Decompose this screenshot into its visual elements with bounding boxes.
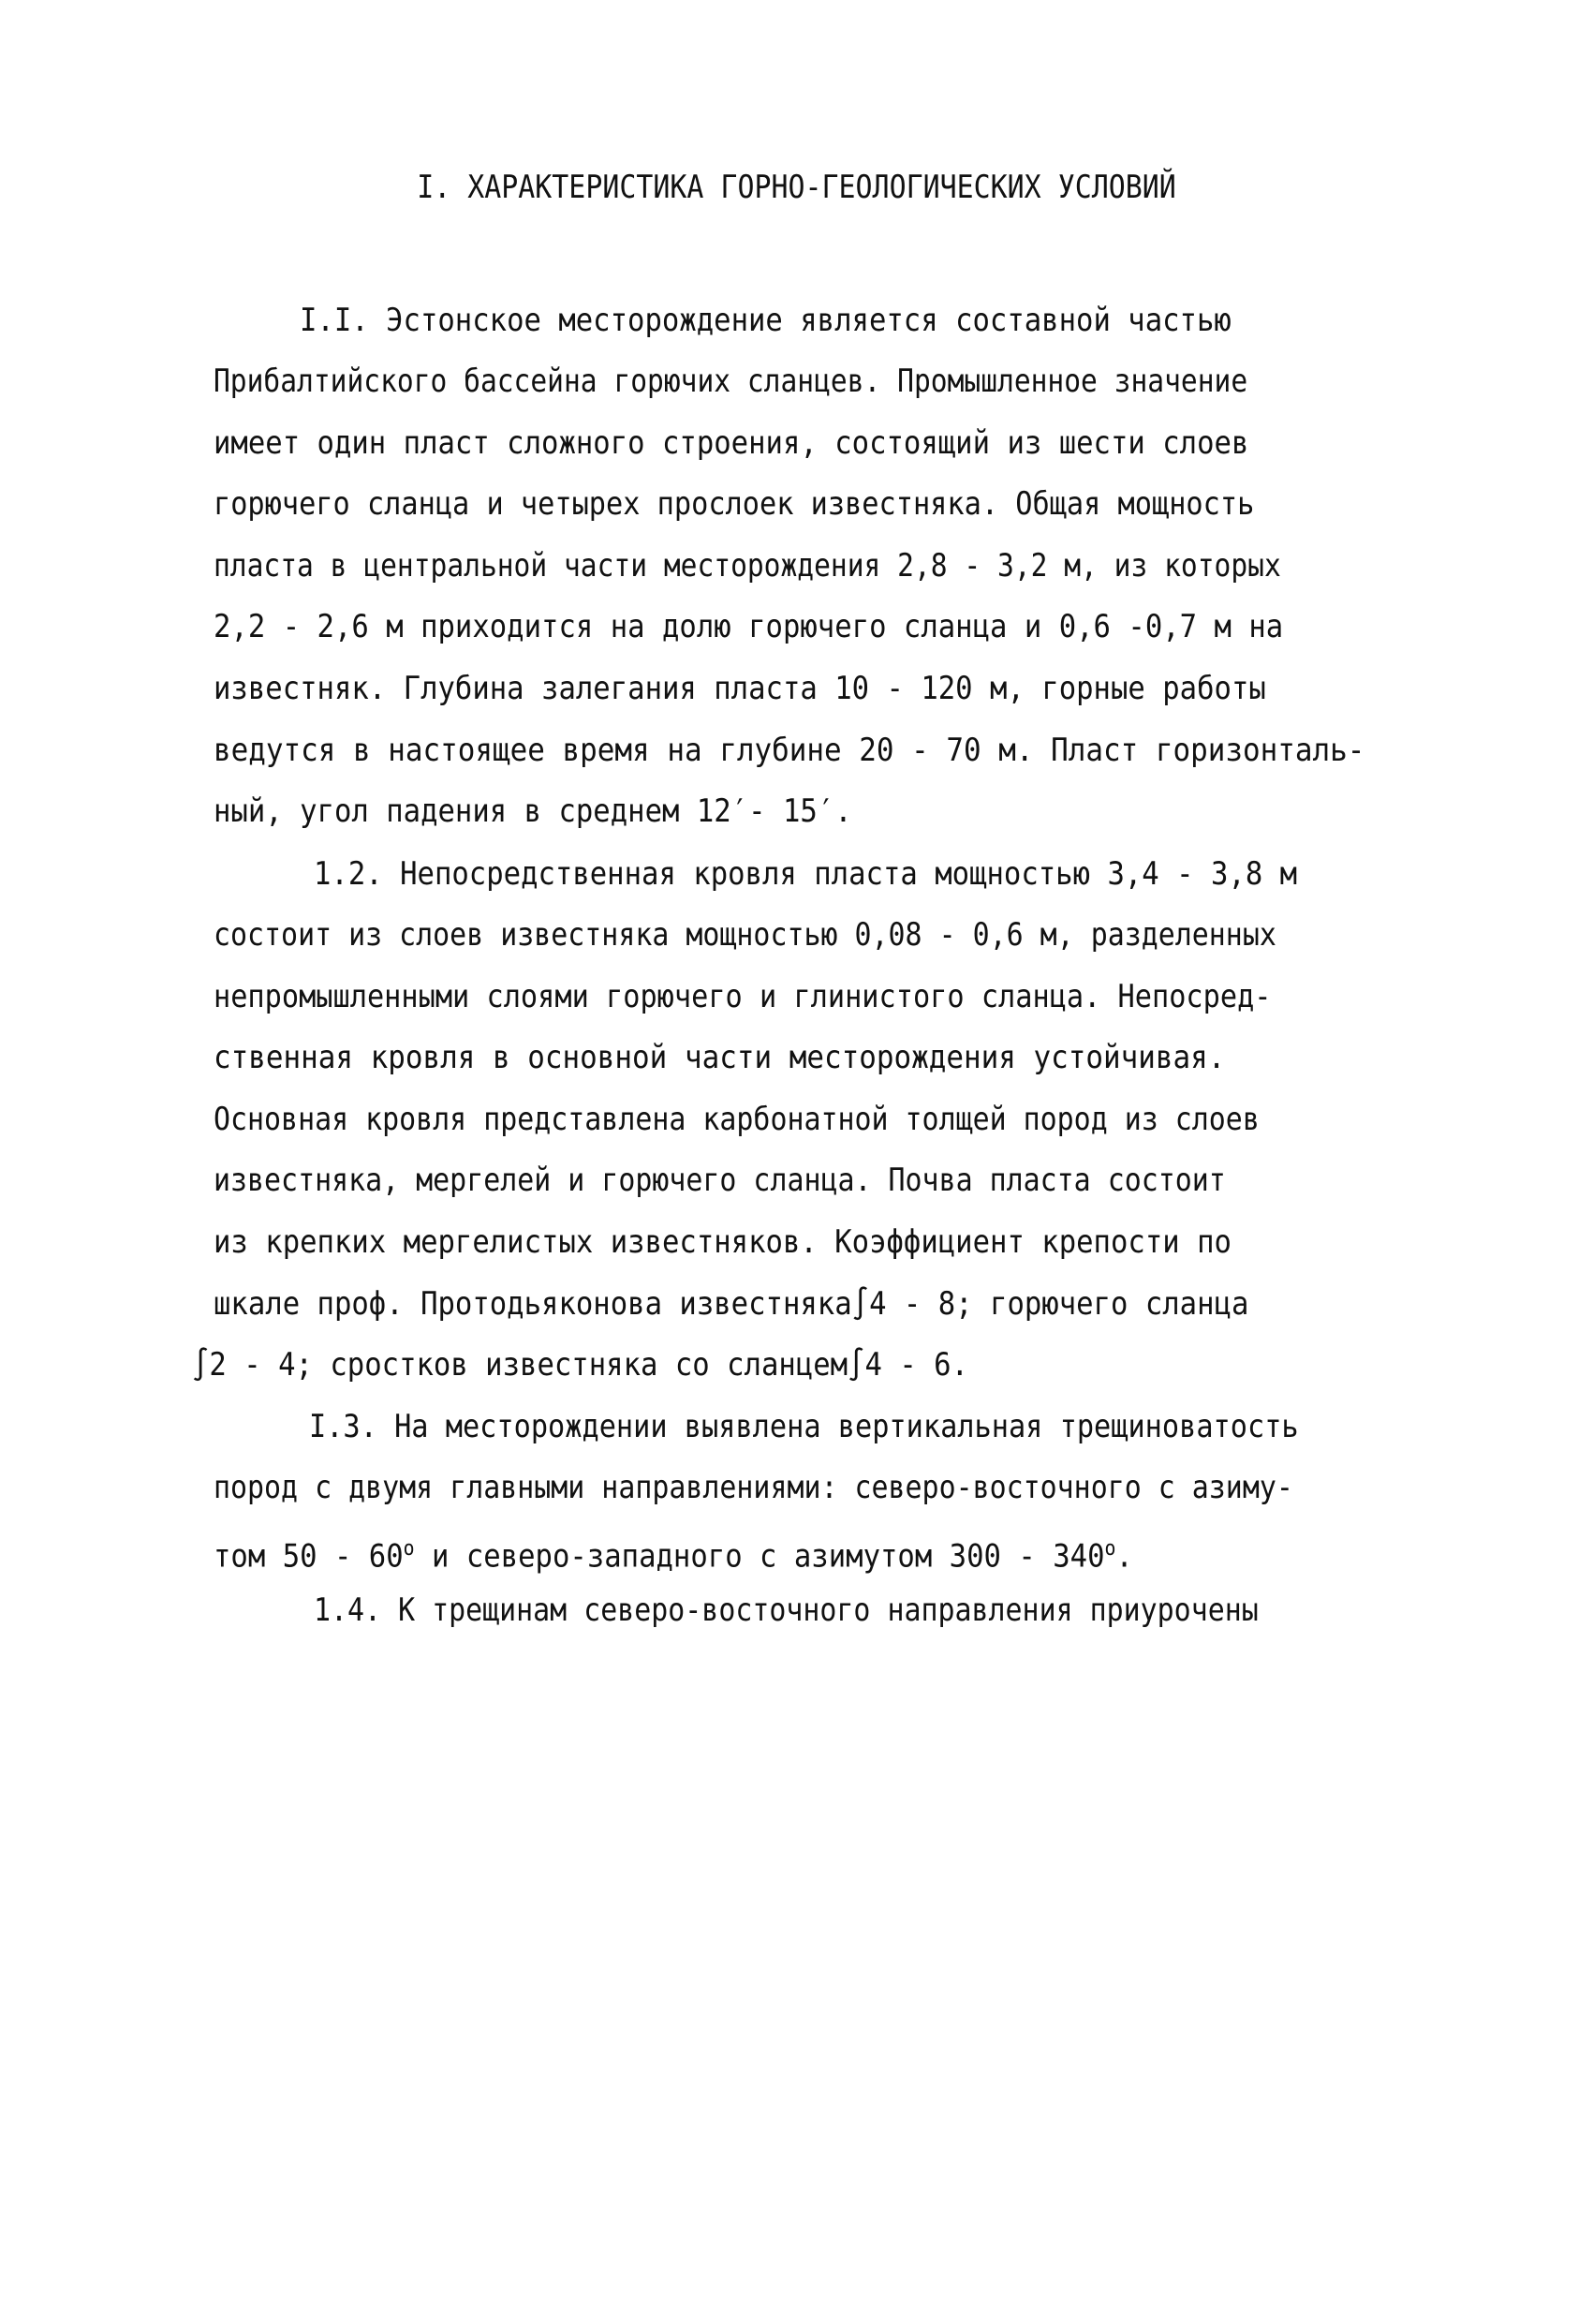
- paragraph-line: I.3. На месторождении выявлена вертикальная трещиноватость: [309, 1408, 1299, 1445]
- paragraph-line: ственная кровля в основной части месторождения устойчивая.: [214, 1039, 1226, 1076]
- paragraph-line: пласта в центральной части месторождения 2,8 - 3,2 м, из которых: [214, 547, 1281, 585]
- paragraph-line: горючего сланца и четырех прослоек известняка. Общая мощность: [214, 485, 1255, 523]
- paragraph-line: известняка, мергелей и горючего сланца. Почва пласта состоит: [214, 1162, 1226, 1199]
- paragraph-line: ный, угол падения в среднем 12′- 15′.: [214, 792, 852, 830]
- paragraph-line: известняк. Глубина залегания пласта 10 - 120 м, горные работы: [214, 670, 1266, 707]
- section-title: I. ХАРАКТЕРИСТИКА ГОРНО-ГЕОЛОГИЧЕСКИХ УСЛОВИЙ: [417, 169, 1176, 206]
- paragraph-line: из крепких мергелистых известняков. Коэффициент крепости по: [214, 1223, 1232, 1261]
- paragraph-line: пород с двумя главными направлениями: северо-восточного с азиму-: [214, 1469, 1293, 1506]
- paragraph-line: Основная кровля представлена карбонатной толщей пород из слоев: [214, 1101, 1260, 1138]
- paragraph-line: Прибалтийского бассейна горючих сланцев. Промышленное значение: [214, 363, 1248, 400]
- paragraph-line: 1.2. Непосредственная кровля пласта мощностью 3,4 - 3,8 м: [314, 855, 1298, 893]
- paragraph-line: шкале проф. Протодьяконова известняка∫4 - 8; горючего сланца: [214, 1285, 1249, 1323]
- line-head: том 50 - 60: [214, 1537, 404, 1576]
- paragraph-line: непромышленными слоями горючего и глинистого сланца. Непосред-: [214, 978, 1272, 1015]
- paragraph-line: ∫2 - 4; сростков известняка со сланцем∫4 - 6.: [192, 1346, 969, 1384]
- paragraph-line: [214, 1531, 1133, 1575]
- degree-mark: о: [1104, 1537, 1116, 1561]
- line-end: .: [1115, 1537, 1133, 1576]
- degree-mark: о: [403, 1537, 415, 1561]
- paragraph-line: 2,2 - 2,6 м приходится на долю горючего сланца и 0,6 -0,7 м на: [214, 608, 1284, 645]
- paragraph-line: ведутся в настоящее время на глубине 20 - 70 м. Пласт горизонталь-: [214, 732, 1365, 769]
- paragraph-line: состоит из слоев известняка мощностью 0,08 - 0,6 м, разделенных: [214, 916, 1276, 954]
- paragraph-line: имеет один пласт сложного строения, состоящий из шести слоев: [214, 424, 1249, 462]
- line-mid: и северо-западного с азимутом 300 - 340: [414, 1537, 1105, 1576]
- paragraph-line: I.I. Эстонское месторождение является составной частью: [300, 302, 1232, 339]
- paragraph-line: 1.4. К трещинам северо-восточного направления приурочены: [314, 1591, 1259, 1629]
